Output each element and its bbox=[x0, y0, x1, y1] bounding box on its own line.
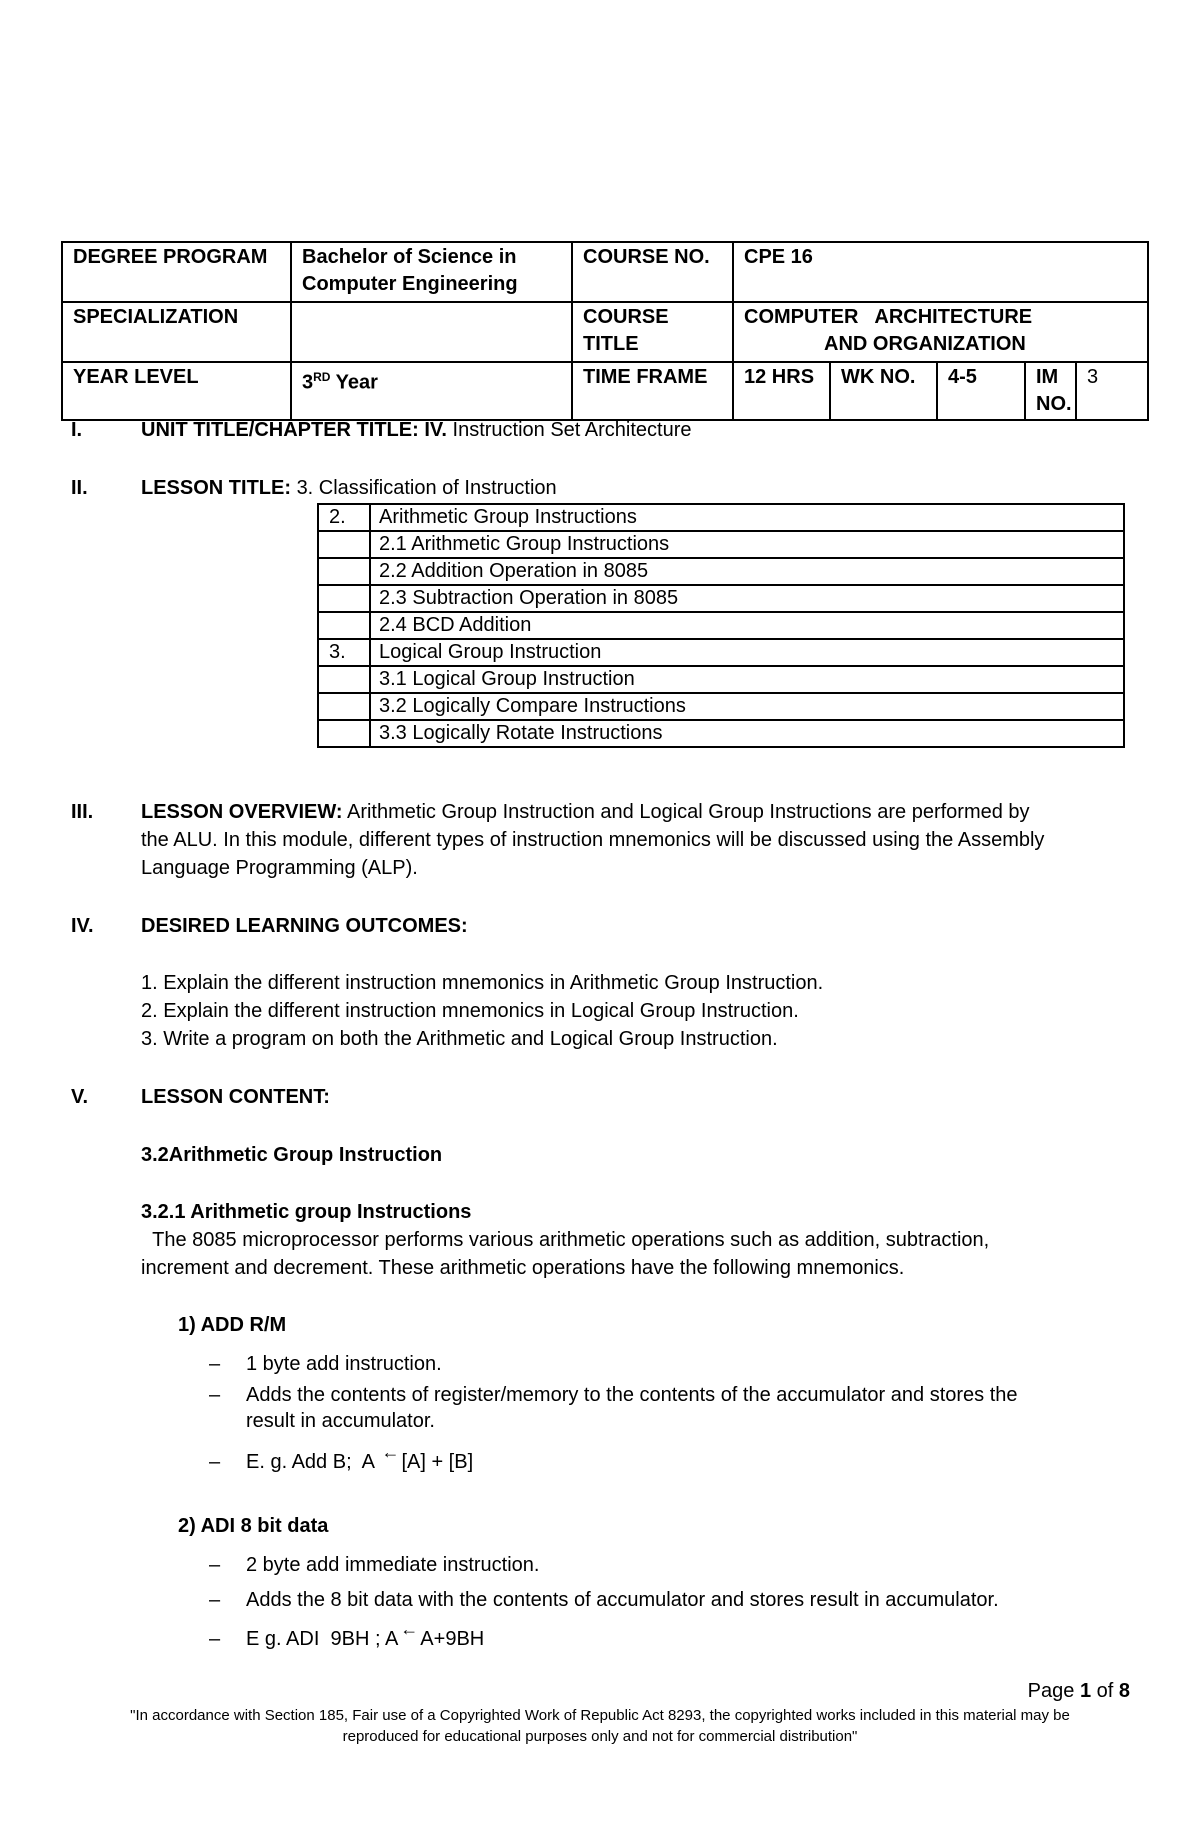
course-title-label-line1: COURSE bbox=[583, 306, 669, 328]
section-v-sub-subheading: 3.2.1 Arithmetic group Instructions bbox=[141, 1201, 472, 1223]
degree-program-line2: Computer Engineering bbox=[302, 273, 518, 295]
section-iii-paragraph bbox=[141, 798, 1135, 882]
topic-text: 2.4 BCD Addition bbox=[370, 612, 1124, 639]
topic-row bbox=[318, 639, 1124, 666]
topic-row bbox=[318, 531, 1124, 558]
topic-text: 3.1 Logical Group Instruction bbox=[370, 666, 1124, 693]
item1-bullet1-text: 1 byte add instruction. bbox=[246, 1353, 442, 1375]
left-arrow-icon: ← bbox=[381, 1442, 400, 1462]
topic-number bbox=[318, 693, 370, 720]
specialization-value bbox=[291, 302, 572, 362]
section-i-label: UNIT TITLE/CHAPTER TITLE: bbox=[141, 419, 419, 441]
year-level-num: 3 bbox=[302, 371, 314, 394]
year-level-sup: RD bbox=[313, 370, 331, 384]
learning-outcome-item: 3. Write a program on both the Arithmetic and Logical Group Instruction. bbox=[141, 1028, 778, 1050]
page-current: 1 bbox=[1079, 1680, 1092, 1702]
page-word: Page bbox=[1027, 1680, 1075, 1702]
section-iii-line2: the ALU. In this module, different types of instruction mnemonics will be discussed using the Assembly bbox=[141, 829, 1045, 851]
topic-text: Arithmetic Group Instructions bbox=[370, 504, 1124, 531]
topic-row bbox=[318, 504, 1124, 531]
section-v-intro-text1: The 8085 microprocessor performs various arithmetic operations such as addition, subtraction, bbox=[152, 1229, 990, 1251]
section-v-intro-line1 bbox=[141, 1226, 1135, 1254]
left-arrow-icon: ← bbox=[400, 1619, 419, 1639]
section-i-numeral: I. bbox=[71, 419, 83, 441]
item1-example bbox=[246, 1442, 1134, 1476]
year-level-label: YEAR LEVEL bbox=[62, 362, 291, 420]
course-title-line1: COMPUTER ARCHITECTURE bbox=[744, 306, 1033, 328]
wk-no-label: WK NO. bbox=[830, 362, 937, 420]
im-no-label: IM NO. bbox=[1025, 362, 1076, 420]
copyright-note bbox=[80, 1705, 1120, 1747]
page-of-word: of bbox=[1096, 1680, 1114, 1702]
item1-bullet3-dash: – bbox=[209, 1451, 221, 1473]
course-title-label bbox=[572, 302, 733, 362]
degree-program-line1: Bachelor of Science in bbox=[302, 246, 517, 268]
learning-outcome-item: 2. Explain the different instruction mnemonics in Logical Group Instruction. bbox=[141, 1000, 799, 1022]
item1-example-suffix: [A] + [B] bbox=[401, 1451, 474, 1473]
topic-number bbox=[318, 612, 370, 639]
item2-bullet2-text: Adds the 8 bit data with the contents of accumulator and stores result in accumulator. bbox=[246, 1589, 999, 1611]
specialization-label: SPECIALIZATION bbox=[62, 302, 291, 362]
item1-heading: 1) ADD R/M bbox=[178, 1314, 287, 1336]
section-iii-line1 bbox=[141, 798, 1135, 826]
degree-program-label: DEGREE PROGRAM bbox=[62, 242, 291, 302]
copyright-note-line1: "In accordance with Section 185, Fair use of a Copyrighted Work of Republic Act 8293, the copyrighted works included in this material may be bbox=[130, 1707, 1070, 1724]
copyright-note-line2: reproduced for educational purposes only and not for commercial distribution" bbox=[342, 1728, 858, 1745]
section-iii-line3: Language Programming (ALP). bbox=[141, 857, 418, 879]
item2-bullet1-text: 2 byte add immediate instruction. bbox=[246, 1554, 540, 1576]
item2-bullet2-dash: – bbox=[209, 1589, 221, 1611]
section-ii-line bbox=[141, 474, 1141, 502]
topic-text: 2.3 Subtraction Operation in 8085 bbox=[370, 585, 1124, 612]
topic-number: 2. bbox=[318, 504, 370, 531]
year-level-word: Year bbox=[335, 371, 378, 394]
item1-bullet2-text-cont: result in accumulator. bbox=[246, 1410, 435, 1432]
section-i-chapter-num: IV. bbox=[424, 419, 447, 441]
section-iii-numeral: III. bbox=[71, 801, 94, 823]
year-level-value bbox=[291, 362, 572, 420]
section-i-line bbox=[141, 416, 1141, 444]
page-total: 8 bbox=[1118, 1680, 1130, 1702]
item1-bullet2-text: Adds the contents of register/memory to the contents of the accumulator and stores the bbox=[246, 1384, 1018, 1406]
course-header-table bbox=[61, 241, 1149, 421]
learning-outcome-item: 1. Explain the different instruction mnemonics in Arithmetic Group Instruction. bbox=[141, 972, 824, 994]
course-title-value bbox=[733, 302, 1148, 362]
section-ii-label: LESSON TITLE: bbox=[141, 477, 291, 499]
section-ii-value: 3. Classification of Instruction bbox=[296, 477, 557, 499]
item2-bullet1-dash: – bbox=[209, 1554, 221, 1576]
topic-row bbox=[318, 693, 1124, 720]
degree-program-value bbox=[291, 242, 572, 302]
topic-number: 3. bbox=[318, 639, 370, 666]
topic-row bbox=[318, 666, 1124, 693]
learning-outcomes-list bbox=[141, 969, 1135, 1053]
time-frame-label: TIME FRAME bbox=[572, 362, 733, 420]
item1-example-prefix: E. g. Add B; A bbox=[246, 1451, 380, 1473]
section-iii-label: LESSON OVERVIEW: bbox=[141, 801, 343, 823]
item2-example-suffix: A+9BH bbox=[420, 1628, 485, 1650]
topic-text: 3.3 Logically Rotate Instructions bbox=[370, 720, 1124, 747]
section-v-label: LESSON CONTENT: bbox=[141, 1086, 330, 1108]
section-iv-numeral: IV. bbox=[71, 915, 94, 937]
section-v-intro-line2: increment and decrement. These arithmetic operations have the following mnemonics. bbox=[141, 1257, 905, 1279]
wk-no-value: 4-5 bbox=[937, 362, 1025, 420]
course-no-value: CPE 16 bbox=[733, 242, 1148, 302]
item2-example-prefix: E g. ADI 9BH ; A bbox=[246, 1628, 399, 1650]
section-iv-label: DESIRED LEARNING OUTCOMES: bbox=[141, 915, 468, 937]
section-i-value: Instruction Set Architecture bbox=[452, 419, 692, 441]
course-no-label: COURSE NO. bbox=[572, 242, 733, 302]
time-frame-value: 12 HRS bbox=[733, 362, 830, 420]
topic-number bbox=[318, 720, 370, 747]
topic-number bbox=[318, 531, 370, 558]
item2-bullet3-dash: – bbox=[209, 1628, 221, 1650]
topic-row bbox=[318, 585, 1124, 612]
item2-heading: 2) ADI 8 bit data bbox=[178, 1515, 329, 1537]
lesson-topics-table bbox=[317, 503, 1125, 748]
page-number bbox=[1028, 1677, 1130, 1705]
course-title-line2: AND ORGANIZATION bbox=[824, 333, 1026, 355]
topic-number bbox=[318, 558, 370, 585]
topic-row bbox=[318, 612, 1124, 639]
section-v-subheading: 3.2Arithmetic Group Instruction bbox=[141, 1144, 443, 1166]
topic-text: Logical Group Instruction bbox=[370, 639, 1124, 666]
topic-number bbox=[318, 666, 370, 693]
topic-row bbox=[318, 720, 1124, 747]
item1-bullet1-dash: – bbox=[209, 1353, 221, 1375]
topic-number bbox=[318, 585, 370, 612]
im-no-value: 3 bbox=[1076, 362, 1148, 420]
course-title-label-line2: TITLE bbox=[583, 333, 639, 355]
topic-text: 2.1 Arithmetic Group Instructions bbox=[370, 531, 1124, 558]
topic-text: 2.2 Addition Operation in 8085 bbox=[370, 558, 1124, 585]
section-ii-numeral: II. bbox=[71, 477, 88, 499]
topic-text: 3.2 Logically Compare Instructions bbox=[370, 693, 1124, 720]
section-iii-text1: Arithmetic Group Instruction and Logical Group Instructions are performed by bbox=[346, 801, 1030, 823]
item2-example bbox=[246, 1619, 1134, 1653]
section-v-numeral: V. bbox=[71, 1086, 89, 1108]
item1-bullet2-dash: – bbox=[209, 1384, 221, 1406]
topic-row bbox=[318, 558, 1124, 585]
